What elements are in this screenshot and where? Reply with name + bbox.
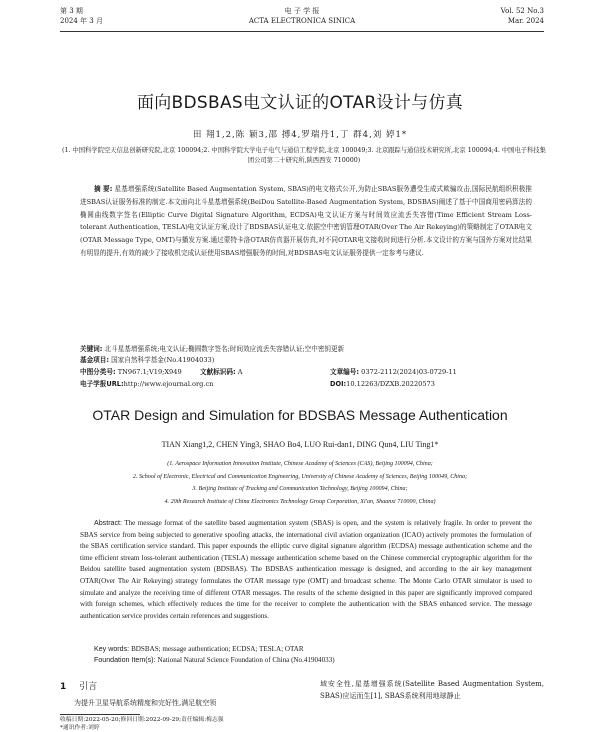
abstract-en [80,518,532,622]
keywords-cn [80,344,532,355]
section-heading-intro [60,679,97,692]
section-title: 引言 [79,682,98,692]
doi: DOI:10.12263/DZXB.20220573 [330,380,435,388]
article-number: 文章编号: 0372-2112(2024)03-0729-11 [330,368,457,376]
fund-label-cn: 基金项目: [80,356,110,364]
header-right [501,6,544,26]
paper-title-cn: 面向BDSBAS电文认证的OTAR设计与仿真 [136,93,464,113]
doc-code: 文献标识码: A [200,368,243,376]
affiliation-2: 2. School of Electronic, Electrical and Communication Engineering, University of Chinese Academy of Sciences, Beijing 100049, China; [132,473,468,480]
authors-en: TIAN Xiang1,2, CHEN Ying3, SHAO Bo4, LUO Rui-dan1, DING Qun4, LIU Ting1* [161,440,439,449]
abstract-text-en: The message format of the satellite based augmentation system (SBAS) is open, and the system is relatively fragile. In order to prevent the SBAS service from being subjected to generative spoofing attacks, the international civil aviation organization (ICAO) actively promotes the formulation of the SBAS certification service standard. This paper expounds the elliptic curve digital signature algorithm (ECDSA) message authentication scheme and the time efficient stream loss-tolerant authentication (TESLA) message authentication scheme based on the Chinese commercial cryptographic algorithm for the Beidou satellite based augmentation system (BDSBAS). The BDSBAS authentication message is designed, and according to the air key management OTAR(Over The Air Rekeying) strategy formulates the OTAR message type (OMT) and broadcast scheme. The Monte Carlo OTAR simulator is used to simulate and analyze the receiving time of different OTAR messages. The results of the scheme designed in this paper are significantly improved compared with foreign schemes, which effectively reduces the time for the receiver to complete the authentication with the SBAS enhanced service. The message authentication service provides certain references and suggestions. [80,519,532,620]
abstract-cn [80,183,532,260]
fund-en [80,655,532,666]
affiliation-3: 3. Beijing Institute of Tracking and Communication Technology, Beijing 100094, China; [192,486,408,492]
issue-cn: 第 3 期 [60,7,83,15]
body-left-column: 为提升卫星导航系统精度和完好性,满足航空领 [74,699,217,707]
affiliation-1: (1. Aerospace Information Innovation Institute, Chinese Academy of Sciences (CAS), Beijing 100094, China; [167,461,433,467]
keywords-text-en: BDSBAS; message authentication; ECDSA; TESLA; OTAR [131,645,304,653]
journal-name-cn: 电 子 学 报 [284,7,320,15]
abstract-text-cn: 星基增强系统(Satellite Based Augmentation System, SBAS)的电文格式公开,为防止SBAS服务遭受生成式欺骗攻击,国际民航组织积极推进SBAS认证服务标准的制定.本文面向北斗星基增强系统(BeiDou Satellite-Based Augmentation System, BDSBAS)阐述了基于中国商用密码算法的椭圆曲线数字签名(Elliptic Curve Digital Signature Algorithm, ECDSA)电文认证方案与时间效应流丢失容错(Time Efficient Stream Loss-tolerant Authentication, TESLA)电文认证方案,设计了BDSBAS认证电文.依据空中密钥管理OTAR(Over The Air Rekeying)的策略制定了OTAR电文(OTAR Message Type, OMT)与播发方案.通过蒙特卡洛OTAR仿真器开展仿真,对不同OTAR电文接收时间进行分析.本文设计的方案与国外方案对比结果有明显的提升,有效的减少了接收机完成认证使用SBAS增强服务的时间,对BDSBAS电文认证服务提供一定参考与建议. [80,185,532,257]
fund-text-cn: 国家自然科学基金(No.41904033) [111,356,215,364]
footnote: 收稿日期:2022-05-20;修回日期:2022-09-29;责任编辑:梅志强 *通讯作者:刘婷 [60,717,224,731]
classification-line [80,367,532,378]
header-rule [60,31,544,32]
keywords-label-en: Key words: [94,645,130,653]
paper-title-en: OTAR Design and Simulation for BDSBAS Message Authentication [92,407,508,423]
affiliations-en [50,458,550,508]
date-en: Mar. 2024 [507,17,544,25]
fund-text-en: National Natural Science Foundation of China (No.41904033) [157,656,335,664]
header-center [60,6,544,26]
journal-name-en: ACTA ELECTRONICA SINICA [248,17,356,25]
authors-cn: 田 翔1,2,陈 颖3,邵 搏4,罗瑞丹1,丁 群4,刘 婷1* [192,130,408,140]
affiliation-4: 4. 20th Research Institute of China Electronics Technology Group Corporation, Xi'an, Shaanxi 710000, China) [164,498,436,505]
keywords-text-cn: 北斗星基增强系统;电文认证;椭圆数字签名;时间效应流丢失容错认证;空中密钥更新 [104,345,345,353]
abstract-label-cn: 摘 要: [94,185,113,193]
journal-url: 电子学报URL:http://www.ejournal.org.cn [80,380,214,388]
section-number: 1 [60,682,67,692]
volume-number: Vol. 52 No.3 [500,7,544,15]
url-doi-line [80,379,532,390]
body-right-column: 域安全性,星基增强系统(Satellite Based Augmentation System, SBAS)应运而生[1], SBAS系统利用地球静止 [320,680,544,700]
footnote-rule [60,714,140,715]
affiliations-cn: (1. 中国科学院空天信息创新研究院,北京 100094;2. 中国科学院大学电子电气与通信工程学院,北京 100049;3. 北京跟踪与通信技术研究所,北京 100094;4. 中国电子科技集团公司第二十研究所,陕西西安 710000) [62,147,546,164]
fund-cn [80,355,532,366]
keywords-label-cn: 关键词: [80,345,103,353]
keywords-en [80,644,532,655]
fund-label-en: Foundation Item(s): [94,656,156,664]
date-cn: 2024 年 3 月 [60,17,103,25]
abstract-label-en: Abstract: [94,519,122,527]
clc-code: 中图分类号: TN967.1;V19;X949 [80,368,182,376]
